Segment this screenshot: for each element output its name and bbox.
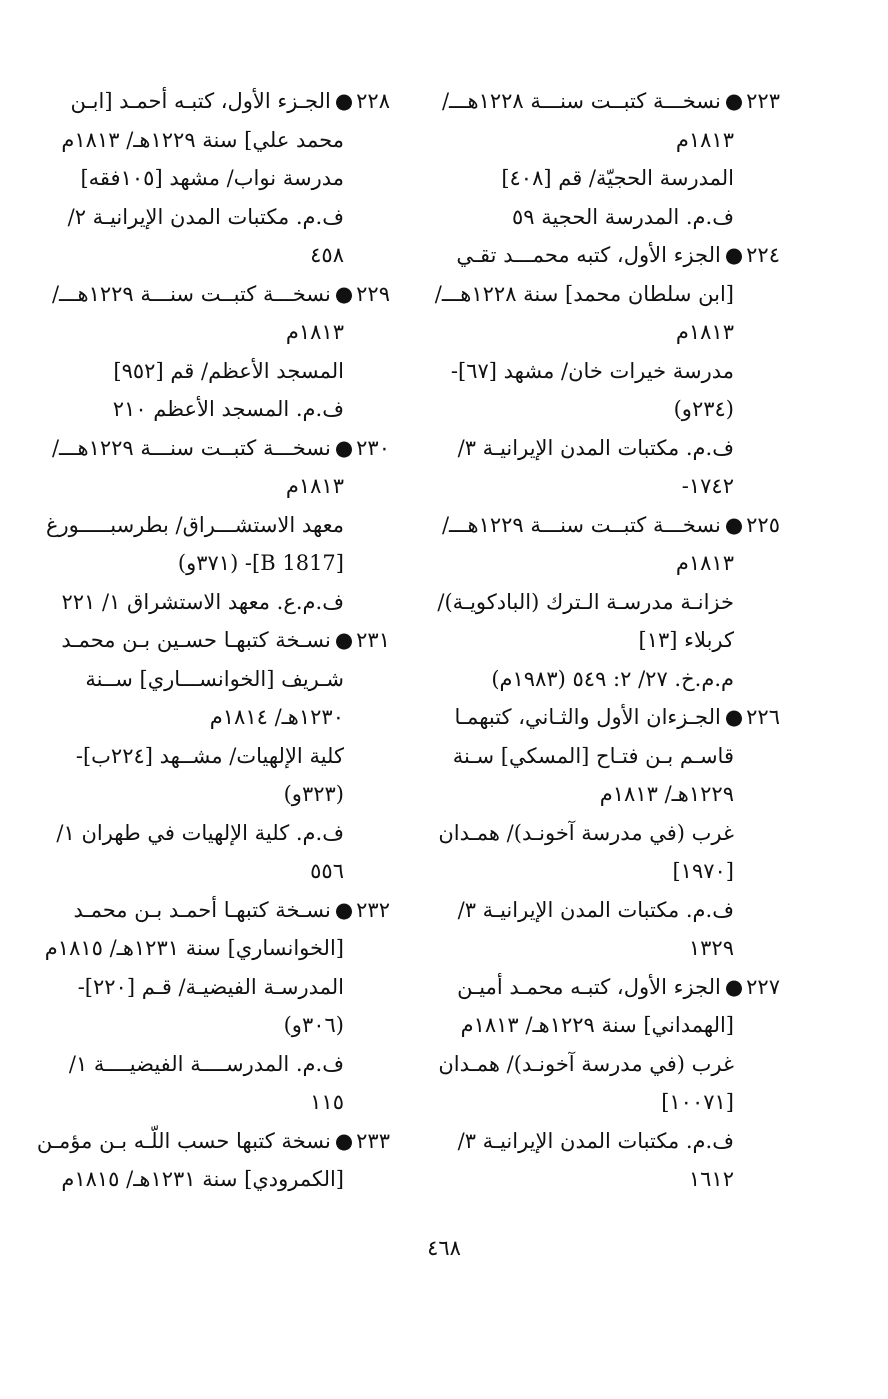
- entry-line: كربلاء [١٣]: [638, 628, 734, 652]
- entry-heading-line: [52, 891, 390, 930]
- entry-line: [الخوانساري] سنة ١٢٣١هـ/ ١٨١٥م: [44, 936, 344, 960]
- entry-line-text: نسخة كتبها حسب اللّـه بـن مؤمـن: [36, 1128, 331, 1153]
- entry-line: ١٦١٢: [688, 1167, 734, 1191]
- entry-line: ١٧٤٢-: [681, 474, 734, 498]
- entry-line: [الهمداني] سنة ١٢٢٩هـ/ ١٨١٣م: [460, 1013, 734, 1037]
- entry-number: ٢٢٩: [356, 281, 390, 306]
- entry-line: قاسـم بـن فتـاح [المسكي] سـنة: [452, 743, 734, 768]
- catalog-entry: [52, 621, 390, 891]
- bullet-icon: ●: [334, 897, 354, 922]
- entry-number: ٢٢٦: [746, 705, 780, 729]
- entry-number: ٢٢٨: [356, 89, 390, 113]
- entry-heading-line: [440, 82, 780, 121]
- bullet-icon: ●: [334, 435, 354, 460]
- entry-line: ف.م. كلية الإلهيات في طهران ١/: [56, 820, 344, 845]
- entry-line: (٢٣٤و): [673, 397, 734, 421]
- entry-line: [ابن سلطان محمد] سنة ١٢٢٨هـــ/: [434, 281, 734, 306]
- catalog-entry: [52, 275, 390, 429]
- entry-line-text: الجـزء الأول، كتبـه أحمـد [ابـن: [70, 89, 331, 113]
- left-column: [36, 82, 390, 1199]
- entry-line: محمد علي] سنة ١٢٢٩هـ/ ١٨١٣م: [61, 127, 344, 152]
- catalog-entry: [440, 82, 780, 236]
- bullet-icon: ●: [724, 243, 744, 267]
- entry-line: مدرسة خيرات خان/ مشهد [٦٧]-: [450, 358, 734, 383]
- entry-line: ٥٥٦: [310, 859, 344, 883]
- entry-heading-line: [440, 698, 780, 737]
- catalog-entry: [45, 429, 390, 622]
- entry-line: معهد الاستشـــراق/ بطرسبـــــورغ: [45, 512, 344, 537]
- entry-line: شـريف [الخوانســـاري] ســنة: [85, 666, 344, 691]
- entry-line: ف.م.ع. معهد الاستشراق ١/ ٢٢١: [61, 589, 344, 614]
- bullet-icon: ●: [724, 705, 744, 729]
- entry-line: ف.م. المسجد الأعظم ٢١٠: [112, 397, 344, 421]
- entry-line: المدرسـة الفيضيـة/ قـم [٢٢٠]-: [77, 974, 344, 999]
- entry-line-text: نسخـــة كتبــت سنـــة ١٢٢٩هـــ/: [441, 512, 721, 537]
- right-column: [434, 82, 780, 1199]
- entry-heading-line: [440, 236, 780, 275]
- bullet-icon: ●: [724, 89, 744, 113]
- entry-number: ٢٢٤: [746, 243, 780, 267]
- entry-line: ف.م. المدرسة الحجية ٥٩: [511, 204, 734, 229]
- entry-line: غرب (في مدرسة آخونـد)/ همـدان: [438, 1051, 734, 1076]
- entry-line: ١٨١٣م: [675, 320, 734, 344]
- entry-line: ف.م. المدرســــة الفيضيــــة ١/: [68, 1051, 344, 1076]
- entry-line: ١٨١٣م: [675, 551, 734, 575]
- entry-line: ١٨١٣م: [675, 127, 734, 152]
- bullet-icon: ●: [724, 512, 744, 537]
- catalog-entry: [52, 82, 390, 275]
- entry-line-text: الجزء الأول، كتبه محمـــد تقـي: [456, 243, 721, 267]
- entry-number: ٢٢٥: [746, 512, 780, 537]
- entry-line: مدرسة نواب/ مشهد [١٠٥فقه]: [80, 166, 344, 190]
- entry-line: ف.م. مكتبات المدن الإيرانيـة ٣/: [457, 897, 734, 922]
- bullet-icon: ●: [334, 1128, 354, 1153]
- entry-line: ١٢٣٠هـ/ ١٨١٤م: [209, 705, 344, 729]
- entry-line-text: نسـخة كتبهـا أحمـد بـن محمـد: [73, 897, 331, 922]
- entry-line: [الكمرودي] سنة ١٢٣١هـ/ ١٨١٥م: [61, 1167, 344, 1191]
- catalog-entry: [36, 1122, 390, 1199]
- catalog-entry: [437, 506, 780, 699]
- entry-line-text: نسخـــة كتبــت سنـــة ١٢٢٨هـــ/: [441, 89, 721, 113]
- entry-number: ٢٣٢: [356, 897, 390, 922]
- entry-line: ١٣٢٩: [688, 936, 734, 960]
- entry-line: [B 1817]- (٣٧١و): [177, 551, 344, 575]
- entry-line: ١٨١٣م: [285, 320, 344, 344]
- entry-line: (٣٢٣و): [283, 782, 344, 806]
- bullet-icon: ●: [334, 281, 354, 306]
- bullet-icon: ●: [724, 974, 744, 999]
- entry-line: المدرسة الحجيّة/ قم [٤٠٨]: [501, 166, 734, 190]
- entry-heading-line: [440, 506, 780, 545]
- entry-line: م.م.خ. ٢٧/ ٢: ٥٤٩ (١٩٨٣م): [491, 666, 734, 691]
- entry-line-text: الجـزءان الأول والثـاني، كتبهمـا: [454, 705, 721, 729]
- entry-line: كلية الإلهيات/ مشــهد [٢٢٤ب]-: [75, 743, 344, 768]
- entry-number: ٢٣٣: [356, 1128, 390, 1153]
- catalog-entry: [44, 891, 390, 1122]
- entry-line: خزانـة مدرسـة الـترك (البادكويـة)/: [437, 589, 734, 614]
- entry-number: ٢٢٧: [746, 974, 780, 999]
- page-number: ٤٦٨: [427, 1236, 461, 1260]
- entry-line-text: نسخـــة كتبــت سنـــة ١٢٢٩هـــ/: [51, 435, 331, 460]
- entry-line: ف.م. مكتبات المدن الإيرانيـة ٣/: [457, 1128, 734, 1153]
- entry-line: [١٠٠٧١]: [661, 1090, 734, 1114]
- entry-line: ف.م. مكتبات المدن الإيرانيـة ٣/: [457, 435, 734, 460]
- entry-line-text: نسـخة كتبهـا حسـين بـن محمـد: [61, 628, 331, 652]
- entry-line-text: الجزء الأول، كتبـه محمـد أميـن: [457, 974, 721, 999]
- entry-heading-line: [36, 1122, 390, 1161]
- entry-line: ١١٥: [310, 1090, 344, 1114]
- bullet-icon: ●: [334, 628, 354, 652]
- entry-heading-line: [52, 429, 390, 468]
- entry-line: ١٢٢٩هـ/ ١٨١٣م: [599, 782, 734, 806]
- entry-heading-line: [52, 82, 390, 121]
- entry-number: ٢٣١: [356, 628, 390, 652]
- entry-line: ف.م. مكتبات المدن الإيرانيـة ٢/: [67, 204, 344, 229]
- entry-heading-line: [440, 968, 780, 1007]
- catalog-entry: [440, 698, 780, 968]
- bullet-icon: ●: [334, 89, 354, 113]
- entry-number: ٢٣٠: [356, 435, 390, 460]
- entry-number: ٢٢٣: [746, 89, 780, 113]
- entry-heading-line: [52, 275, 390, 314]
- entry-heading-line: [52, 621, 390, 660]
- entry-line: ٤٥٨: [310, 243, 344, 267]
- entry-line: [١٩٧٠]: [672, 859, 734, 883]
- catalog-entry: [434, 236, 780, 506]
- catalog-entry: [440, 968, 780, 1199]
- entry-line: المسجد الأعظم/ قم [٩٥٢]: [113, 358, 344, 383]
- entry-line: غرب (في مدرسة آخونـد)/ همـدان: [438, 820, 734, 845]
- entry-line: ١٨١٣م: [285, 474, 344, 498]
- entry-line-text: نسخـــة كتبــت سنـــة ١٢٢٩هـــ/: [51, 281, 331, 306]
- entry-line: (٣٠٦و): [283, 1013, 344, 1037]
